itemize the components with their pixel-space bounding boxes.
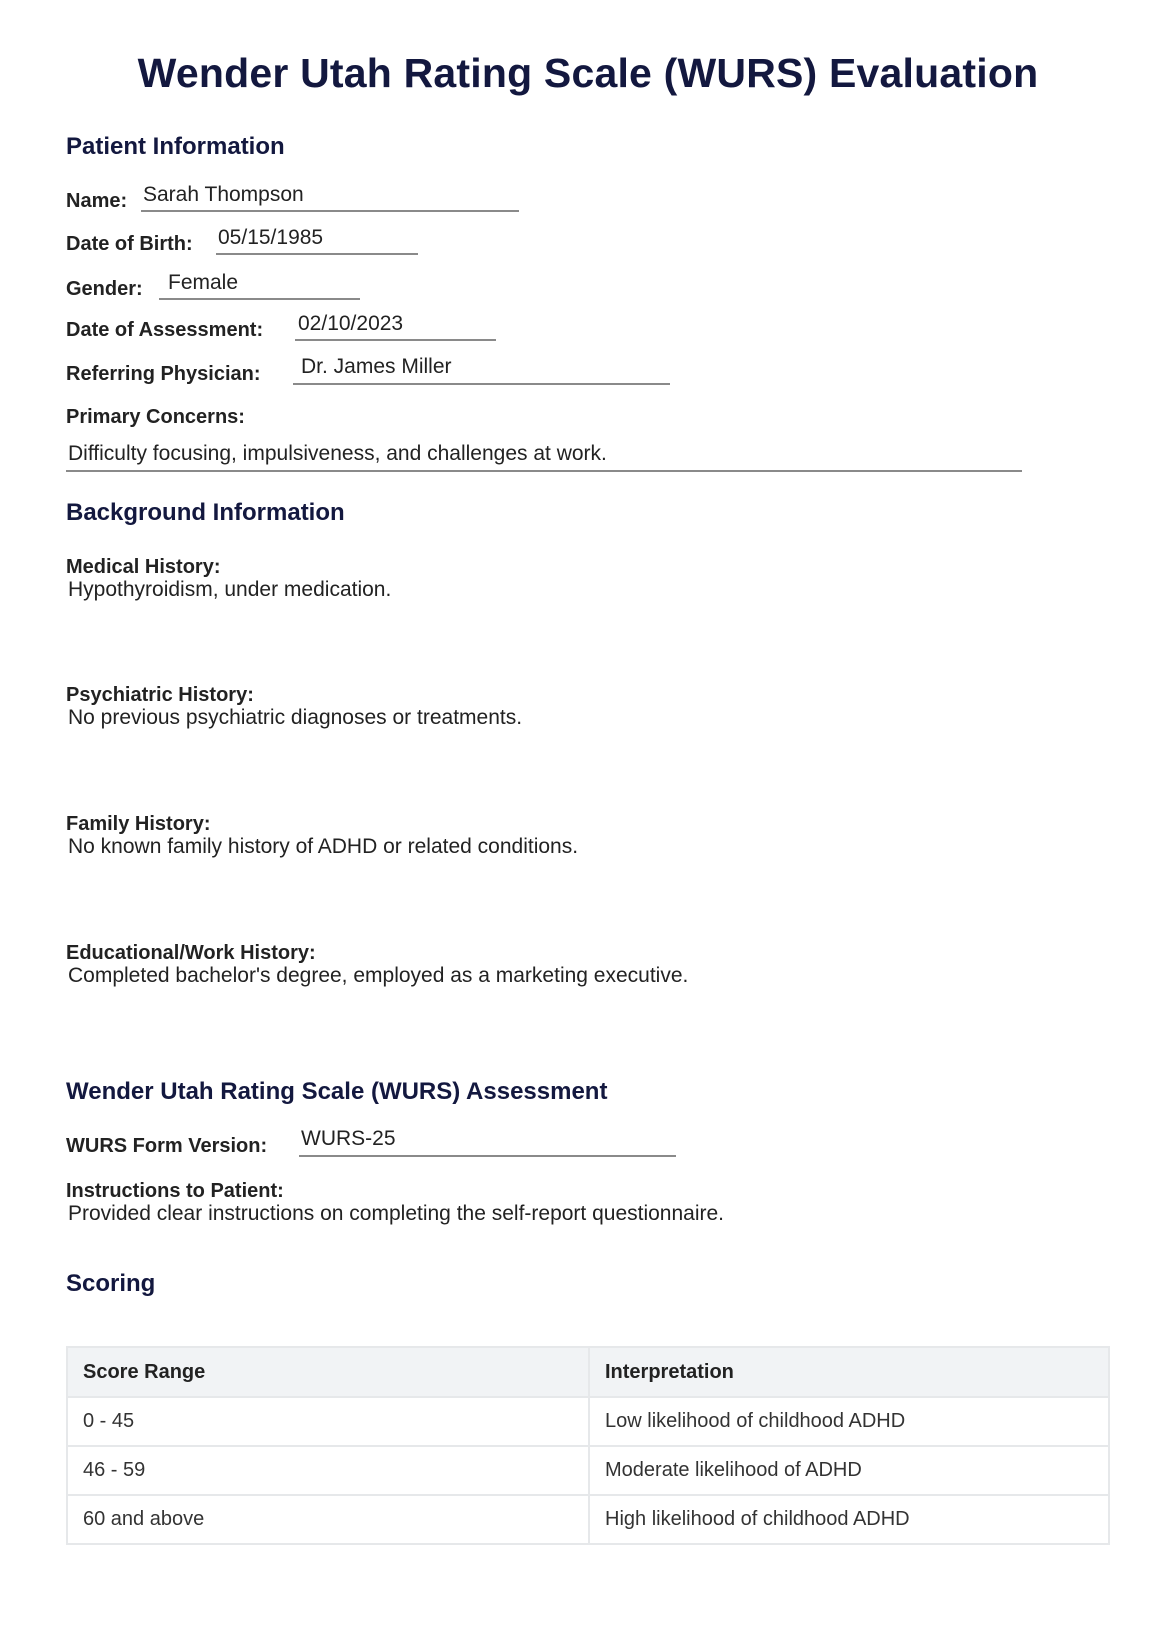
document-title: Wender Utah Rating Scale (WURS) Evaluation xyxy=(137,50,1039,96)
table-row xyxy=(67,1397,1109,1446)
section-heading-scoring: Scoring xyxy=(66,1270,156,1297)
medical-history-value: Hypothyroidism, under medication. xyxy=(68,578,392,601)
form-version-label: WURS Form Version: xyxy=(66,1135,268,1157)
name-underline xyxy=(141,210,519,212)
column-header-score-range: Score Range xyxy=(67,1347,589,1397)
gender-value[interactable]: Female xyxy=(168,271,239,294)
gender-label: Gender: xyxy=(66,278,143,300)
education-work-history-label: Educational/Work History: xyxy=(66,942,316,964)
column-header-interpretation: Interpretation xyxy=(589,1347,1109,1397)
section-heading-patient-information: Patient Information xyxy=(66,133,285,160)
interpretation-cell: Low likelihood of childhood ADHD xyxy=(589,1397,1109,1446)
referring-physician-label: Referring Physician: xyxy=(66,363,261,385)
dob-label: Date of Birth: xyxy=(66,233,193,255)
section-heading-wurs-assessment: Wender Utah Rating Scale (WURS) Assessment xyxy=(66,1078,608,1105)
dob-value[interactable]: 05/15/1985 xyxy=(218,226,324,249)
family-history-value: No known family history of ADHD or related conditions. xyxy=(68,835,579,858)
table-row xyxy=(67,1495,1109,1544)
score-range-cell: 0 - 45 xyxy=(67,1397,589,1446)
gender-underline xyxy=(159,298,360,300)
interpretation-cell: High likelihood of childhood ADHD xyxy=(589,1495,1109,1544)
name-label: Name: xyxy=(66,190,128,212)
psychiatric-history-value: No previous psychiatric diagnoses or treatments. xyxy=(68,706,523,729)
scoring-table xyxy=(66,1346,1110,1545)
instructions-label: Instructions to Patient: xyxy=(66,1180,284,1202)
name-value[interactable]: Sarah Thompson xyxy=(143,183,304,206)
form-version-underline xyxy=(299,1155,676,1157)
assessment-date-label: Date of Assessment: xyxy=(66,319,264,341)
psychiatric-history-label: Psychiatric History: xyxy=(66,684,254,706)
referring-physician-value[interactable]: Dr. James Miller xyxy=(301,355,452,378)
referring-physician-underline xyxy=(293,383,670,385)
primary-concerns-underline xyxy=(66,470,1022,472)
medical-history-label: Medical History: xyxy=(66,556,221,578)
interpretation-cell: Moderate likelihood of ADHD xyxy=(589,1446,1109,1495)
family-history-label: Family History: xyxy=(66,813,211,835)
dob-underline xyxy=(216,253,418,255)
score-range-cell: 46 - 59 xyxy=(67,1446,589,1495)
primary-concerns-label: Primary Concerns: xyxy=(66,406,245,428)
section-heading-background-information: Background Information xyxy=(66,499,345,526)
score-range-cell: 60 and above xyxy=(67,1495,589,1544)
table-header-row xyxy=(67,1347,1109,1397)
education-work-history-value: Completed bachelor's degree, employed as a marketing executive. xyxy=(68,964,689,987)
form-version-value[interactable]: WURS-25 xyxy=(301,1127,396,1150)
primary-concerns-value[interactable]: Difficulty focusing, impulsiveness, and challenges at work. xyxy=(68,442,607,465)
assessment-date-underline xyxy=(295,339,496,341)
assessment-date-value[interactable]: 02/10/2023 xyxy=(298,312,404,335)
table-row xyxy=(67,1446,1109,1495)
instructions-value: Provided clear instructions on completing the self-report questionnaire. xyxy=(68,1202,725,1225)
